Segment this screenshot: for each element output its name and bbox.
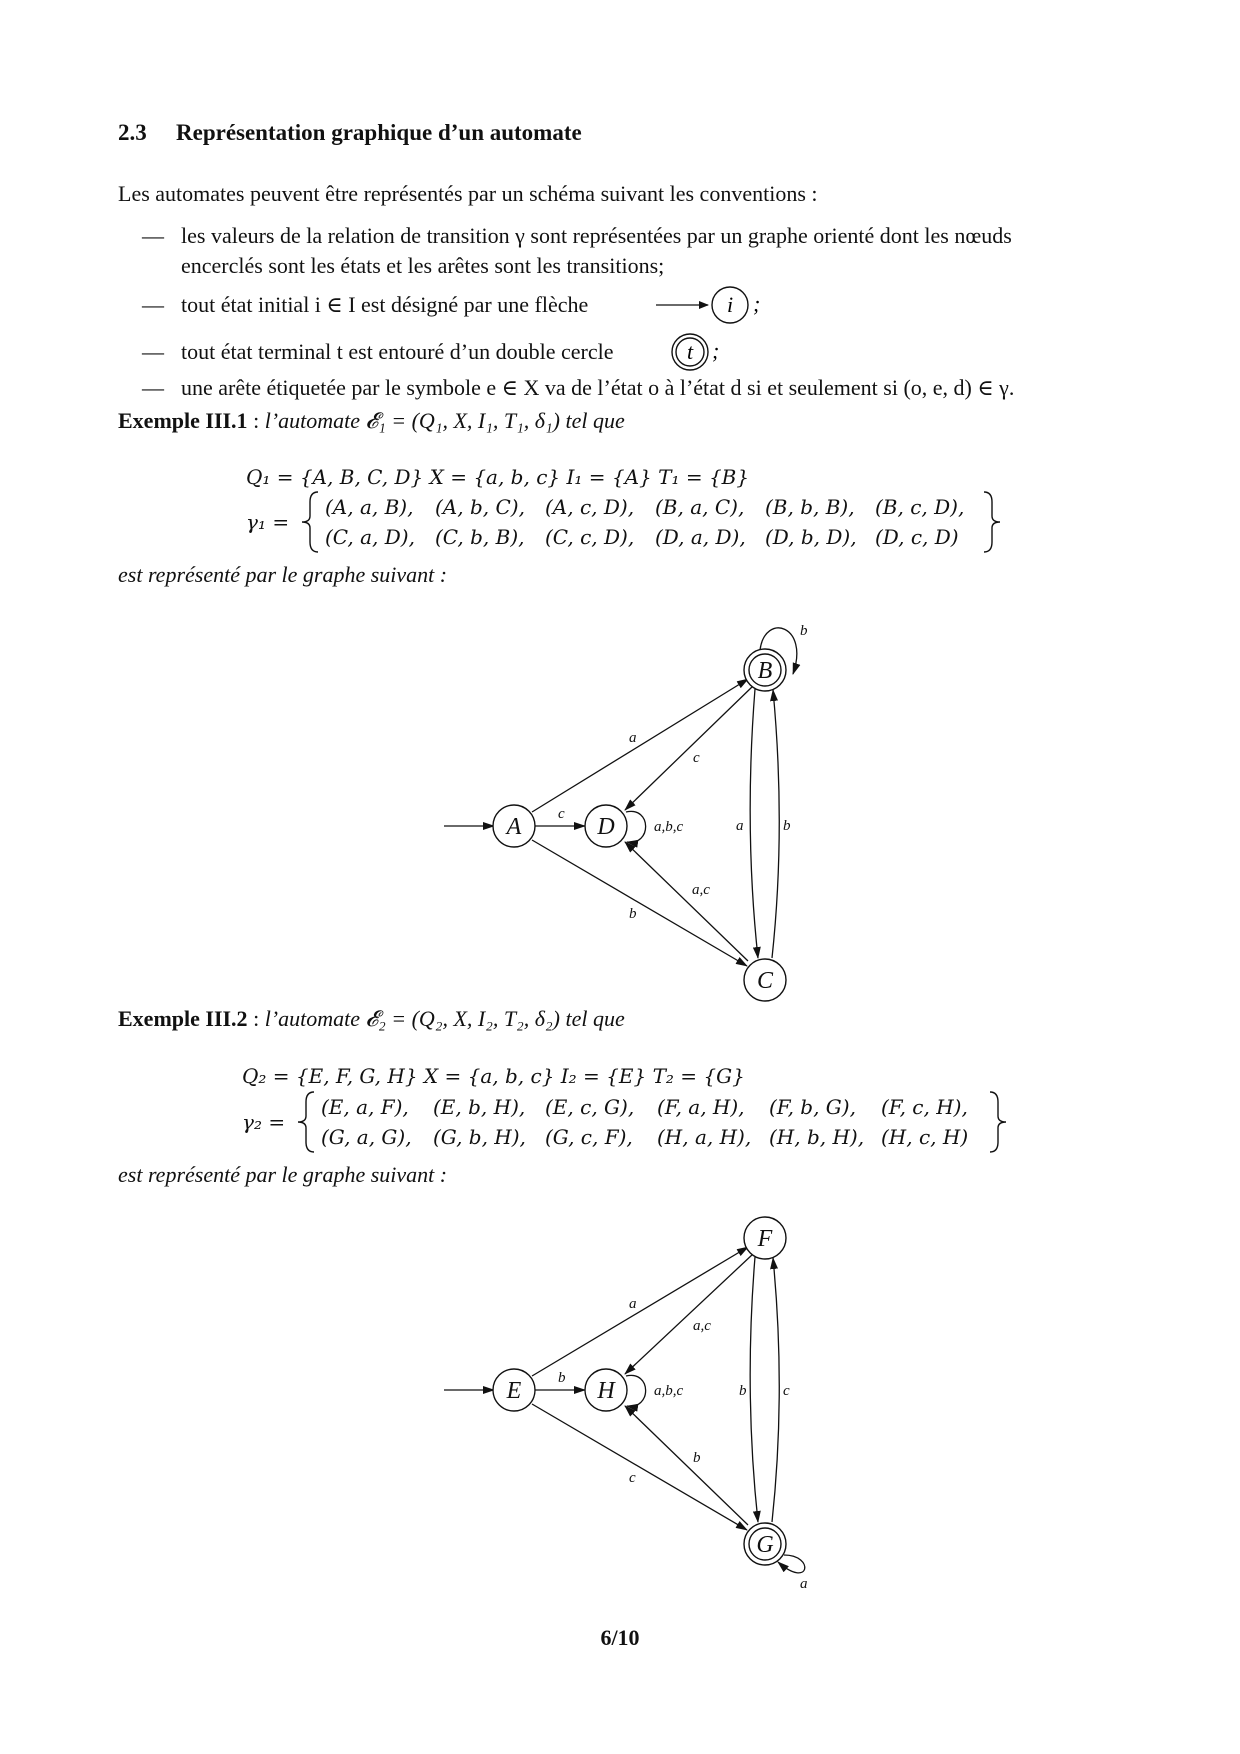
example-2-sets: Q₂ = {E, F, G, H} X = {a, b, c} I₂ = {E} T₂ = {G} — [242, 1064, 745, 1088]
gamma-cell: (E, c, G), — [545, 1095, 635, 1119]
loop-H — [626, 1375, 646, 1406]
edge-label: a — [629, 730, 637, 746]
gamma-cell: (H, a, H), — [657, 1125, 752, 1149]
edge-C-D — [625, 842, 748, 961]
bullet-1-line-1: les valeurs de la relation de transition γ sont représentées par un graphe orienté dont les nœuds — [181, 223, 1012, 248]
bullet-dash: — — [142, 375, 164, 400]
edge-B-D — [625, 686, 753, 810]
edge-A-B — [532, 679, 748, 812]
gamma-cell: (F, b, G), — [769, 1095, 856, 1119]
bullet-dash: — — [142, 292, 164, 317]
edge-G-F — [772, 1258, 779, 1522]
edge-label: a — [800, 1576, 808, 1592]
example-2-label: Exemple III.2 — [118, 1006, 248, 1031]
edge-C-B — [772, 690, 779, 958]
gamma-cell: (H, c, H) — [881, 1125, 969, 1149]
gamma-cell: (B, c, D), — [875, 495, 965, 519]
section-title: Représentation graphique d’un automate — [176, 120, 582, 145]
node-label: F — [757, 1226, 773, 1252]
gamma-cell: (G, b, H), — [433, 1125, 526, 1149]
gamma-cell: (B, b, B), — [765, 495, 855, 519]
example-2-sep: : — [247, 1006, 265, 1031]
example-1-gamma-label: γ₁ = — [246, 510, 290, 534]
gamma-cell: (A, a, B), — [325, 495, 414, 519]
gamma-cell: (D, a, D), — [655, 525, 746, 549]
edge-label: b — [693, 1450, 701, 1466]
edge-label: c — [693, 750, 700, 766]
gamma-cell: (B, a, C), — [655, 495, 745, 519]
example-1-represent: est représenté par le graphe suivant : — [118, 562, 448, 587]
example-2-title — [118, 1006, 625, 1032]
punct: ; — [712, 338, 720, 363]
edge-B-C — [750, 689, 758, 958]
gamma-cell: (D, b, D), — [765, 525, 857, 549]
loop-G — [778, 1555, 805, 1573]
edge-label: a,c — [692, 882, 710, 898]
gamma-cell: (C, a, D), — [325, 525, 415, 549]
section-number: 2.3 — [118, 120, 147, 145]
intro-paragraph: Les automates peuvent être représentés par un schéma suivant les conventions : — [118, 181, 818, 206]
gamma-cell: (F, c, H), — [881, 1095, 968, 1119]
edge-label: b — [629, 906, 637, 922]
edge-F-G — [750, 1257, 758, 1522]
edge-E-F — [532, 1247, 748, 1376]
gamma-cell: (A, b, C), — [435, 495, 525, 519]
gamma-cell: (D, c, D) — [875, 525, 959, 549]
node-label: C — [756, 968, 774, 994]
node-label: B — [757, 658, 773, 684]
example-1-sep: : — [247, 408, 265, 433]
bullet-1-line-2: encerclés sont les états et les arêtes sont les transitions; — [181, 253, 665, 278]
bullet-4-text: une arête étiquetée par le symbole e ∈ X va de l’état o à l’état d si et seulement si (o, e, d) ∈ γ. — [181, 375, 1015, 400]
page-number: 6/10 — [600, 1625, 640, 1650]
state-label-i: i — [726, 292, 734, 317]
edge-label: b — [739, 1383, 747, 1399]
state-label-t: t — [686, 339, 694, 364]
bullet-dash: — — [142, 339, 164, 364]
node-label: A — [506, 814, 522, 840]
gamma-cell: (G, a, G), — [321, 1125, 412, 1149]
loop-D — [626, 811, 646, 842]
edge-A-C — [532, 840, 747, 966]
edge-F-H — [625, 1254, 753, 1374]
edge-label: a,b,c — [654, 819, 684, 835]
bullet-dash: — — [142, 223, 164, 248]
example-2-represent: est représenté par le graphe suivant : — [118, 1162, 448, 1187]
edge-label: a — [736, 818, 744, 834]
edge-label: c — [783, 1383, 790, 1399]
node-label: G — [756, 1532, 774, 1558]
gamma-cell: (C, b, B), — [435, 525, 525, 549]
edge-label: a,c — [693, 1318, 711, 1334]
bullet-2-text: tout état initial i ∈ I est désigné par une flèche — [181, 292, 589, 317]
edge-label: c — [629, 1470, 636, 1486]
edge-label: a,b,c — [654, 1383, 684, 1399]
edge-label: b — [783, 818, 791, 834]
gamma-cell: (C, c, D), — [545, 525, 635, 549]
edge-G-H — [625, 1406, 748, 1525]
example-1-desc: l’automate 𝓔₁ = (Q₁, X, I₁, T₁, δ₁) tel que — [264, 408, 625, 433]
node-label: D — [597, 814, 615, 840]
example-1-label: Exemple III.1 — [118, 408, 248, 433]
edge-E-G — [532, 1404, 747, 1530]
gamma-cell: (E, b, H), — [433, 1095, 526, 1119]
example-2-desc: l’automate 𝓔₂ = (Q₂, X, I₂, T₂, δ₂) tel que — [264, 1006, 625, 1031]
punct: ; — [753, 291, 761, 316]
edge-label: c — [558, 806, 565, 822]
edge-label: b — [800, 623, 808, 639]
example-2-left-brace — [294, 1090, 318, 1154]
edge-label: a — [629, 1296, 637, 1312]
example-2-right-brace — [986, 1090, 1010, 1154]
edge-label: b — [558, 1370, 566, 1386]
example-2-gamma-label: γ₂ = — [242, 1110, 286, 1134]
gamma-cell: (H, b, H), — [769, 1125, 865, 1149]
node-label: H — [597, 1378, 615, 1404]
gamma-cell: (G, c, F), — [545, 1125, 633, 1149]
bullet-3-text: tout état terminal t est entouré d’un double cercle — [181, 339, 614, 364]
node-label: E — [506, 1378, 522, 1404]
gamma-cell: (F, a, H), — [657, 1095, 745, 1119]
gamma-cell: (E, a, F), — [321, 1095, 409, 1119]
example-1-sets: Q₁ = {A, B, C, D} X = {a, b, c} I₁ = {A} T₁ = {B} — [246, 465, 750, 489]
gamma-cell: (A, c, D), — [545, 495, 635, 519]
